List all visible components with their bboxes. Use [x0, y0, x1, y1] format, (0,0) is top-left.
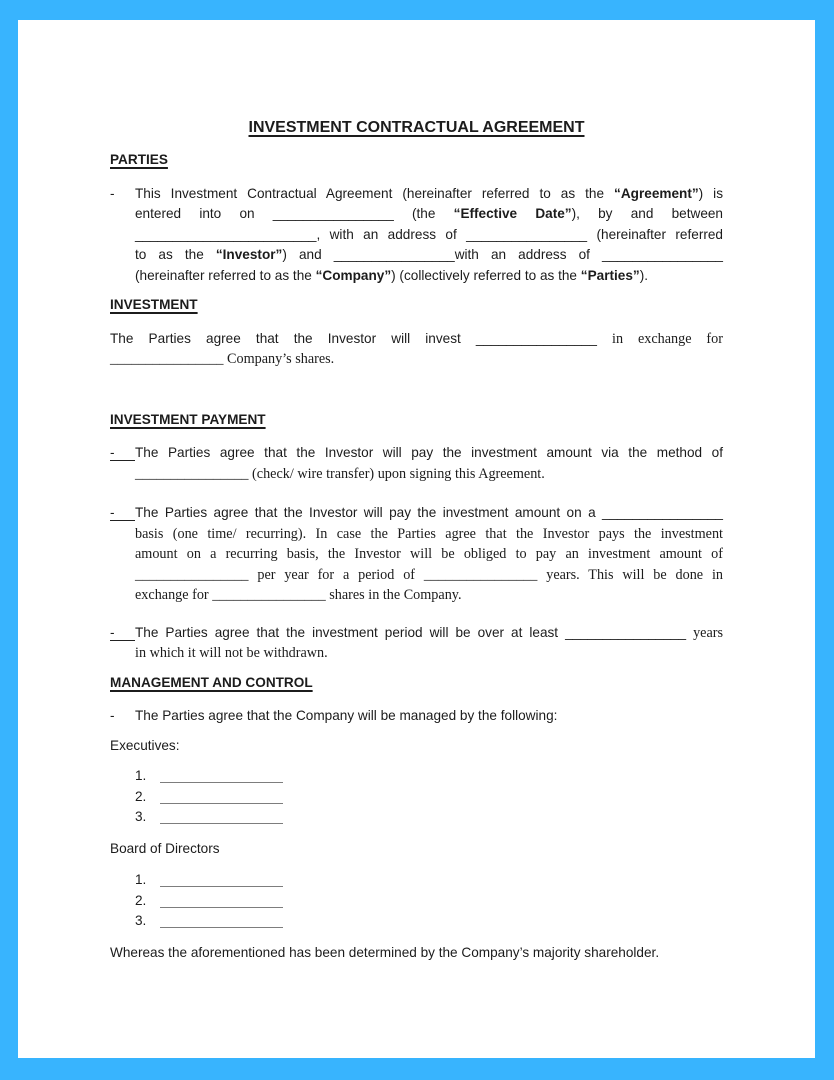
text-line — [110, 349, 723, 370]
text-segment: The Parties agree that the Investor will pay the investment amount via the method of — [135, 445, 723, 460]
text-segment: (hereinafter referred to as the — [135, 267, 316, 283]
text-line — [135, 225, 723, 246]
fill-in-blank-line — [160, 913, 283, 928]
fill-in-blank-line — [160, 872, 283, 887]
closing-statement: Whereas the aforementioned has been determined by the Company’s majority shareholder. — [110, 944, 660, 960]
list-item — [135, 787, 723, 808]
text-line — [135, 266, 723, 287]
fill-in-blank-line — [160, 768, 283, 783]
document-content — [110, 20, 723, 963]
document-title: INVESTMENT CONTRACTUAL AGREEMENT — [248, 119, 585, 136]
list-number: 2. — [135, 788, 147, 804]
list-item — [135, 911, 723, 932]
text-segment: entered into on ________________ (the — [135, 206, 454, 221]
text-segment: “Company” — [315, 267, 392, 283]
text-segment: “Effective Date” — [453, 206, 572, 221]
text-line — [135, 706, 723, 727]
text-segment: ________________ (check/ wire transfer) upon signing this Agreement. — [135, 465, 545, 482]
text-segment: ________________ Company’s shares. — [110, 351, 335, 367]
text-segment: years — [693, 624, 723, 641]
text-line — [135, 565, 723, 586]
text-segment: in which it will not be withdrawn. — [135, 645, 328, 661]
list-item — [135, 891, 723, 912]
bullet-dash-underlined: - — [110, 623, 135, 641]
text-segment: The Parties agree that the Investor will pay the investment amount on a ________________ — [135, 505, 723, 520]
text-line — [135, 464, 723, 485]
text-segment: ). — [639, 267, 649, 283]
management-clause — [110, 706, 723, 727]
text-line — [135, 643, 723, 664]
bullet-dash: - — [110, 185, 115, 201]
text-segment: “Investor” — [215, 247, 283, 262]
text-line — [135, 245, 723, 266]
payment-clause-method — [110, 443, 723, 484]
text-segment: ________________ per year for a period of ________________ years. This will be done in — [135, 566, 723, 583]
list-item — [135, 766, 723, 787]
text-segment: exchange for ________________ shares in the Company. — [135, 587, 462, 603]
board-list — [110, 870, 723, 932]
text-segment: “Parties” — [580, 267, 640, 283]
section-heading-parties: PARTIES — [110, 152, 168, 167]
fill-in-blank-line — [160, 809, 283, 824]
fill-in-blank-line — [160, 789, 283, 804]
section-heading-investment-payment: INVESTMENT PAYMENT — [110, 411, 266, 427]
list-number: 1. — [135, 768, 147, 783]
payment-clause-period — [110, 623, 723, 664]
parties-clause — [110, 184, 723, 287]
text-line — [110, 329, 723, 350]
text-segment: ) and ________________with an address of ________________ — [282, 247, 723, 262]
text-line — [135, 503, 723, 524]
section-heading-management: MANAGEMENT AND CONTROL — [110, 674, 313, 690]
payment-clause-basis — [110, 503, 723, 606]
bullet-dash: - — [110, 708, 115, 723]
executives-list — [110, 766, 723, 828]
text-line — [135, 544, 723, 565]
section-heading-investment: INVESTMENT — [110, 297, 198, 312]
bullet-dash-underlined: - — [110, 503, 135, 521]
text-segment: The Parties agree that the Investor will invest ________________ — [110, 330, 613, 346]
text-segment: amount on a recurring basis, the Investor will be obliged to pay an investment amount of — [135, 546, 723, 562]
text-segment: basis (one time/ recurring). In case the Parties agree that the Investor pays the investment — [135, 525, 723, 542]
document-page — [18, 20, 815, 1058]
list-number: 2. — [135, 892, 147, 908]
fill-in-blank-line — [160, 893, 283, 908]
text-line — [135, 443, 723, 464]
list-number: 1. — [135, 872, 147, 887]
text-line — [135, 184, 723, 205]
text-line — [135, 524, 723, 545]
text-segment: ) (collectively referred to as the — [391, 267, 581, 283]
text-segment: ) is — [698, 185, 723, 201]
list-item — [135, 807, 723, 828]
text-segment: ), by and between — [571, 206, 723, 221]
list-item — [135, 870, 723, 891]
text-segment: to as the — [135, 247, 216, 262]
text-line — [135, 585, 723, 606]
text-segment: This Investment Contractual Agreement (hereinafter referred to as the — [135, 185, 615, 201]
text-line — [135, 623, 723, 644]
list-number: 3. — [135, 809, 147, 824]
investment-paragraph — [110, 329, 723, 370]
text-segment: “Agreement” — [614, 185, 699, 201]
text-line — [135, 204, 723, 225]
board-label: Board of Directors — [110, 840, 220, 856]
executives-label: Executives: — [110, 737, 180, 753]
text-segment: in exchange for — [612, 330, 723, 347]
bullet-dash-underlined: - — [110, 443, 135, 461]
text-segment: The Parties agree that the investment period will be over at least ________________ — [135, 624, 694, 640]
text-segment: ________________________, with an address of ________________ (hereinafter referred — [135, 226, 723, 242]
text-segment: The Parties agree that the Company will be managed by the following: — [135, 708, 558, 723]
list-number: 3. — [135, 913, 147, 928]
